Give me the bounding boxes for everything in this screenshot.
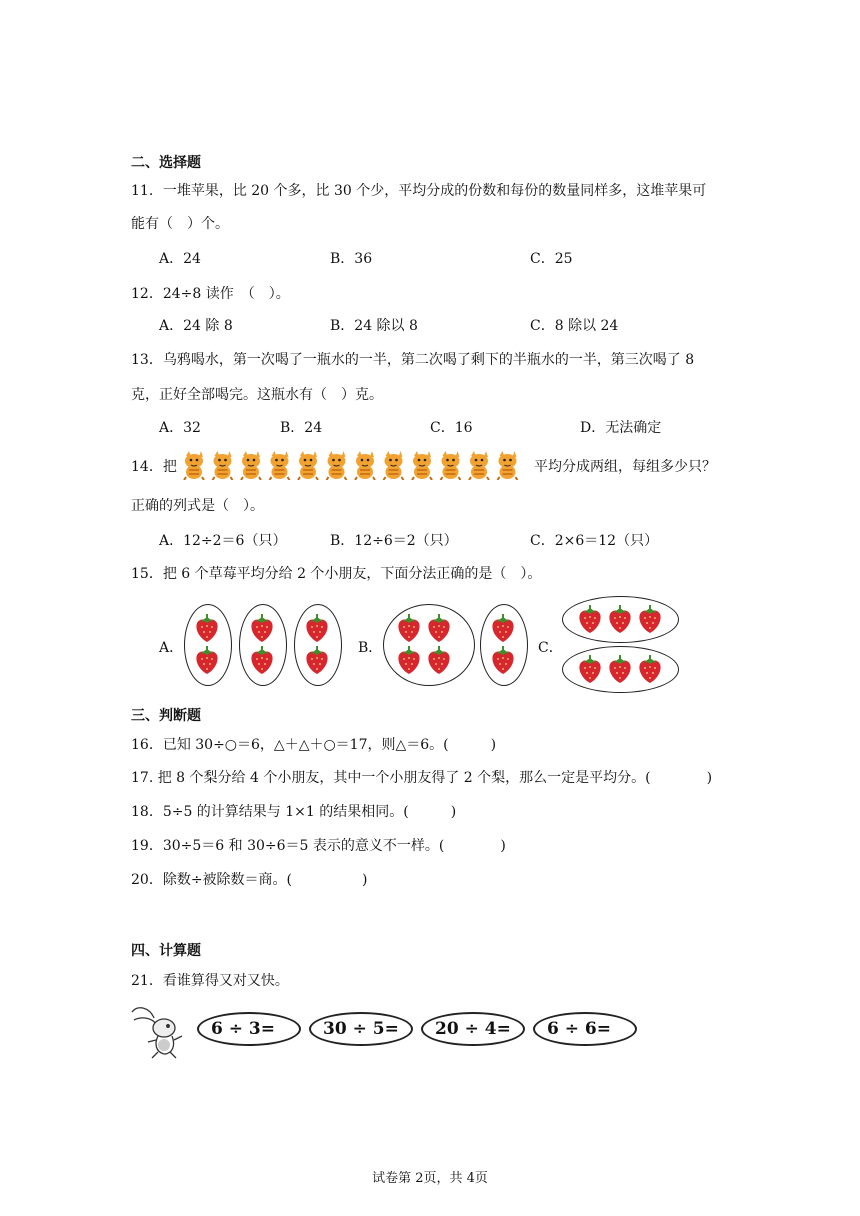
q14-option-a: A．12÷2＝6（只） — [159, 533, 287, 549]
question-16: 16．已知 30÷○＝6，△＋△＋○＝17，则△＝6。( ) — [131, 737, 497, 753]
question-13-line1: 13．乌鸦喝水，第一次喝了一瓶水的一半，第二次喝了剩下的半瓶水的一半，第三次喝了 8 — [131, 352, 695, 368]
q12-option-b: B．24 除以 8 — [330, 318, 418, 334]
q15-c-oval-1 — [562, 596, 679, 643]
strawberry-icon — [396, 645, 422, 675]
q15-label-a: A． — [159, 640, 184, 656]
strawberry-icon — [607, 604, 633, 634]
question-13-line2: 克，正好全部喝完。这瓶水有（ ）克。 — [131, 387, 383, 403]
strawberry-icon — [490, 645, 516, 675]
q13-option-b: B．24 — [280, 420, 323, 436]
calc-problem-1: 6 ÷ 3= — [197, 1012, 301, 1046]
q15-b-oval-1 — [383, 604, 475, 686]
q14-option-c: C．2×6＝12（只） — [530, 533, 659, 549]
question-15: 15．把 6 个草莓平均分给 2 个小朋友，下面分法正确的是（ ）。 — [131, 566, 542, 582]
q15-a-oval-3 — [294, 604, 342, 686]
strawberry-icon — [426, 645, 452, 675]
q15-a-oval-1 — [184, 604, 232, 686]
strawberry-icon — [304, 613, 330, 643]
q14-option-b: B．12÷6＝2（只） — [330, 533, 458, 549]
question-18: 18．5÷5 的计算结果与 1×1 的结果相同。( ) — [131, 804, 457, 820]
strawberry-icon — [637, 654, 663, 684]
rabbit-icon — [128, 1002, 190, 1060]
calc-problem-2: 30 ÷ 5= — [309, 1012, 413, 1046]
q11-option-a: A．24 — [159, 251, 201, 267]
strawberry-icon — [637, 604, 663, 634]
question-19: 19．30÷5＝6 和 30÷6＝5 表示的意义不一样。( ) — [131, 838, 506, 854]
section-heading-calc: 四、计算题 — [131, 943, 201, 959]
question-17: 17. 把 8 个梨分给 4 个小朋友，其中一个小朋友得了 2 个梨，那么一定是平均分。( ) — [131, 770, 713, 786]
question-14-line2: 正确的列式是（ ）。 — [131, 498, 264, 514]
section-heading-choice: 二、选择题 — [131, 155, 201, 171]
strawberry-icon — [607, 654, 633, 684]
question-12: 12．24÷8 读作 （ ）。 — [131, 286, 290, 302]
strawberry-icon — [577, 654, 603, 684]
strawberry-icon — [396, 613, 422, 643]
q15-c-oval-2 — [562, 646, 679, 693]
q15-a-oval-2 — [239, 604, 287, 686]
calc-problem-4: 6 ÷ 6= — [533, 1012, 637, 1046]
section-heading-judge: 三、判断题 — [131, 708, 201, 724]
question-11-line1: 11．一堆苹果，比 20 个多，比 30 个少，平均分成的份数和每份的数量同样多，这堆苹果可 — [131, 183, 707, 199]
q13-option-d: D．无法确定 — [580, 420, 662, 436]
strawberry-icon — [577, 604, 603, 634]
q12-option-a: A．24 除 8 — [159, 318, 233, 334]
q15-label-b: B． — [358, 640, 383, 656]
q11-option-b: B．36 — [330, 251, 373, 267]
strawberry-icon — [249, 645, 275, 675]
calc-problem-3: 20 ÷ 4= — [421, 1012, 525, 1046]
q15-b-oval-2 — [480, 604, 528, 686]
page-footer: 试卷第 2页，共 4页 — [372, 1171, 488, 1186]
strawberry-icon — [194, 645, 220, 675]
question-14-suffix: 平均分成两组，每组多少只？ — [534, 459, 716, 475]
q15-label-c: C． — [538, 640, 563, 656]
cat-row-icon — [180, 449, 525, 481]
strawberry-icon — [249, 613, 275, 643]
cats-image — [180, 449, 525, 481]
strawberry-icon — [426, 613, 452, 643]
strawberry-icon — [194, 613, 220, 643]
question-11-line2: 能有（ ）个。 — [131, 216, 229, 232]
q12-option-c: C．8 除以 24 — [530, 318, 619, 334]
question-14-prefix: 14．把 — [131, 459, 177, 475]
strawberry-icon — [304, 645, 330, 675]
q13-option-a: A．32 — [159, 420, 201, 436]
q13-option-c: C．16 — [430, 420, 473, 436]
question-21: 21．看谁算得又对又快。 — [131, 973, 289, 989]
strawberry-icon — [490, 613, 516, 643]
q11-option-c: C．25 — [530, 251, 573, 267]
question-20: 20．除数÷被除数＝商。( ) — [131, 872, 368, 888]
